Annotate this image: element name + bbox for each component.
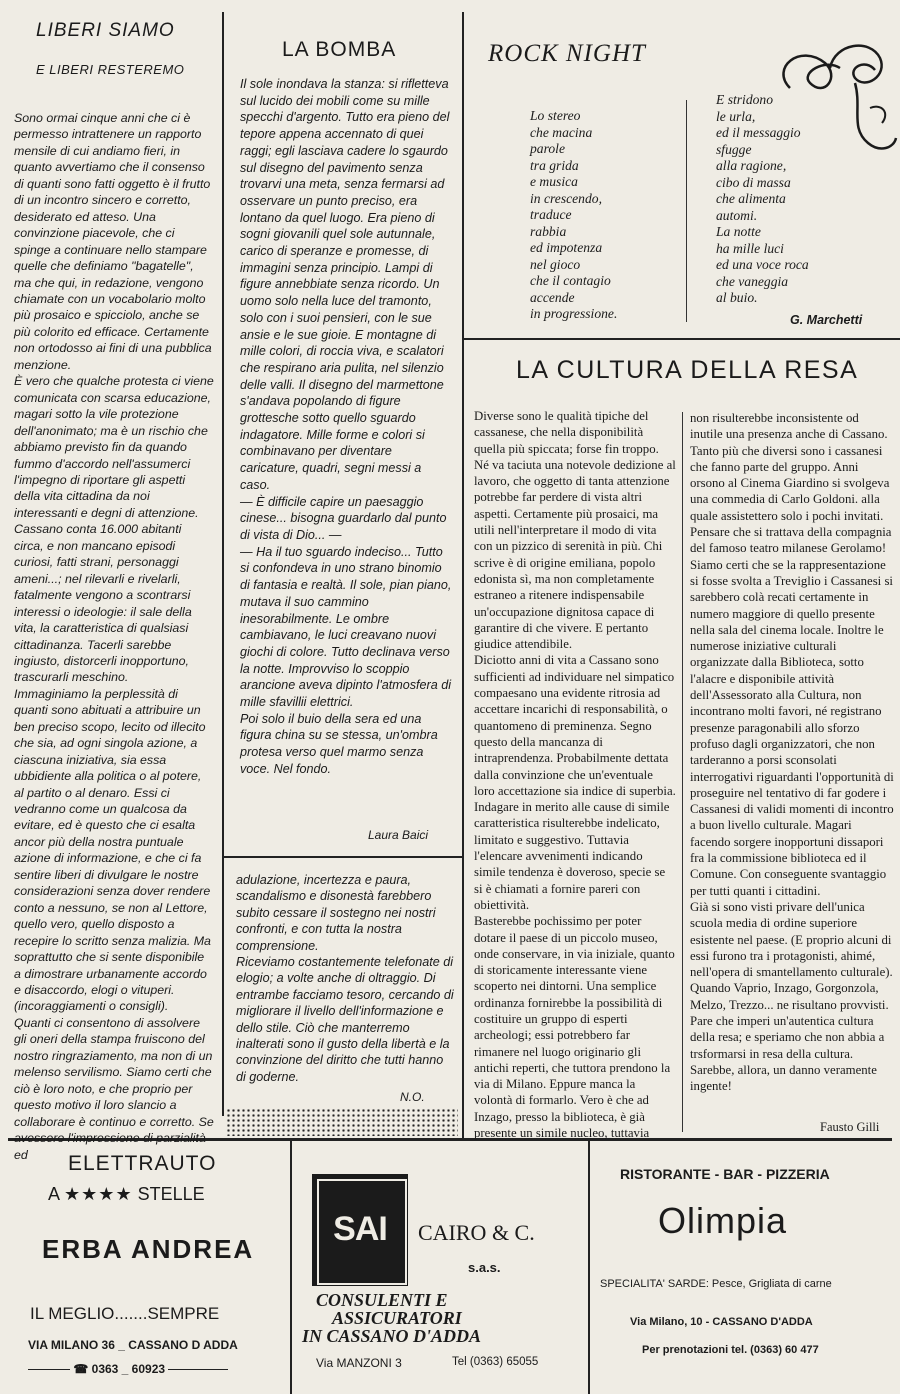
poem-line: in crescendo, xyxy=(530,190,602,206)
poem-line: che vaneggia xyxy=(716,273,789,289)
ad-sai-address: Via MANZONI 3 xyxy=(316,1356,402,1370)
divider-left xyxy=(222,12,224,1116)
ad-erba-stelle: STELLE xyxy=(137,1184,205,1204)
ad-erba-a: A xyxy=(48,1184,60,1204)
liberi-subtitle: E LIBERI RESTEREMO xyxy=(36,62,185,77)
liberi-title: LIBERI SIAMO xyxy=(36,20,175,41)
poem-line: le urla, xyxy=(716,108,756,124)
ad-olimpia-special: SPECIALITA' SARDE: Pesce, Grigliata di carne xyxy=(600,1278,832,1290)
divider-bomba-bottom xyxy=(222,856,462,858)
poem-line: alla ragione, xyxy=(716,158,787,173)
ad-olimpia-booking: Per prenotazioni tel. (0363) 60 477 xyxy=(642,1344,819,1356)
liberi-signature: N.O. xyxy=(400,1090,425,1104)
rock-title: ROCK NIGHT xyxy=(488,40,646,67)
poem-line: La notte xyxy=(716,224,761,239)
ad-erba-name: ERBA ANDREA xyxy=(42,1234,255,1264)
ad-olimpia-header: RISTORANTE - BAR - PIZZERIA xyxy=(620,1166,830,1182)
poem-line: parole xyxy=(530,141,565,156)
poem-line: Lo stereo xyxy=(530,108,581,123)
cultura-title: LA CULTURA DELLA RESA xyxy=(516,356,859,384)
poem-line: al buio. xyxy=(716,290,758,305)
cultura-signature: Fausto Gilli xyxy=(820,1120,880,1134)
decorative-dot-band xyxy=(226,1108,458,1136)
star-icon: ★★★★ xyxy=(64,1184,133,1204)
poem-line: che il contagio xyxy=(530,273,611,288)
ad-erba-address: VIA MILANO 36 _ CASSANO D ADDA xyxy=(28,1338,238,1352)
sai-logo-text: SAI xyxy=(333,1210,387,1248)
bomba-signature: Laura Baici xyxy=(368,828,429,842)
divider-center xyxy=(462,12,464,1140)
poem-line: cibo di massa xyxy=(716,174,791,190)
poem-line: automi. xyxy=(716,207,758,223)
phone-icon: ☎ xyxy=(73,1362,89,1376)
ad-erba xyxy=(8,1142,288,1394)
ad-olimpia-address: Via Milano, 10 - CASSANO D'ADDA xyxy=(630,1316,813,1328)
ad-erba-slogan-a: IL MEGLIO xyxy=(30,1304,115,1323)
ad-sai-line2: ASSICURATORI xyxy=(332,1308,462,1328)
ad-olimpia-name: Olimpia xyxy=(658,1200,788,1241)
rock-left-column xyxy=(530,108,617,323)
bomba-body: Il sole inondava la stanza: si rifletteva sul lucido dei mobili come su mille specchi d'argento. Tutto era pieno del tepore appena accennato di quei raggi; egli lasciava cadere lo sgaurdo sul disegno del pavimento senza trovarvi una meta, senza fermarsi ad osservare un punto preciso, era lontano da quel luogo. Era pieno di sogni giovanili quel sole autunnale, carico di speranze e promesse, di immagini senza principio. Lampi di figure annebbiate senza ricordo. Un uomo solo nella luce del tramonto, solo con i suoi pensieri, con le sue ansie e le sue gioie. E montagne di mille colori, di roccia viva, e scalatori che respirano aria pulita, nel silenzio delle valli. Il disegno del marmettone s'andava popolando di figure grottesche sotto quello sguardo indagatore. Mille forme e colori si combinavano per diventare caricature, quadri, segni messi a caso. — È difficile capire un paesaggio cinese... bisogna guardarlo dal punto di vista di Dio... — — Ha il tuo sguardo indeciso... Tutto si confondeva in uno strano binomio di fantasia e realtà. Il sole, pian piano, mutava il suo cammino inesorabilmente. Le ombre cambiavano, le luci creavano nuovi giochi di colore. Tutto declinava verso la notte. Improvviso lo scoppio arancione aveva dipinto l'atmosfera di mille sfavillii elettrici. Poi solo il buio della sera ed una figura china su se stessa, un'ombra protesa verso quel marmo senza voce. Nel fondo. xyxy=(240,77,452,776)
ad-erba-slogan xyxy=(30,1304,219,1324)
ad-erba-slogan-b: SEMPRE xyxy=(147,1304,220,1323)
cultura-column-divider xyxy=(682,412,683,1132)
sai-logo xyxy=(312,1174,408,1286)
poem-line: tra grida xyxy=(530,157,579,173)
ad-sai-tel: Tel (0363) 65055 xyxy=(452,1356,539,1368)
rock-column-divider xyxy=(686,100,687,322)
ad-sai-line1: CONSULENTI E xyxy=(316,1290,448,1310)
ad-sai-sas: s.a.s. xyxy=(468,1260,501,1275)
cultura-col2: non risulterebbe inconsistente od inutile una presenza anche di Cassano. Tanto più che diversi sono i cassanesi che fanno parte del gruppo. Anni orsono al Cinema Giardino si svolgeva una commedia di Carlo Goldoni. alla quale assistettero solo i pochi invitati. Pensare che si trattava della compagnia del famoso teatro milanese Gerolamo! Siamo certi che se la rappresentazione si fosse svolta a Treviglio i Cassanesi si sarebbero colà recati certamente in numero maggiore di quello presente nella sala del cinema locale. Inoltre le numerose iniziative culturali organizzate dalla Biblioteca, sotto l'alacre e disponibile attività dell'Assessorato alla Cultura, non incontrano molti favori, né registrano presenze paragonabili allo sforzo profuso dagli organizzatori, che non tarderanno a porsi sconsolati interrogativi riguardanti l'opportunità di proseguire nel tentativo di far godere i Cassanesi di validi momenti di incontro a buon livello culturale. Magari facendo sorgere inopportuni dissapori fra la commissione biblioteca ed il Comune. Con conseguente svantaggio per tutti quanti i cittadini. Già si sono visti privare dell'unica scuola media di ordine superiore esistente nel paese. (E proprio alcuni di essi furono tra i protagonisti, ahimé, nell'opera di smantellamento culturale). Quando Vaprio, Inzago, Gorgonzola, Melzo, Trezzo... ne risultano provvisti. Pare che imperi un'autentica cultura della resa; e speriamo che non abbia a trsformarsi in resa della cultura. Sarebbe, allora, un danno veramente ingente! xyxy=(690,411,894,1094)
ad-sai xyxy=(292,1142,586,1394)
poem-line: sfugge xyxy=(716,141,752,157)
liberi-continuation: adulazione, incertezza e paura, scandalismo e disonestà farebbero subito cessare il sostegno nei nostri confronti, e con tutta la nostra comprensione. Riceviamo costantemente telefonate di elogio; a volte anche di oltraggio. Di entrambe facciamo tesoro, cercando di migliorare il livello dell'informazione e dello stile. Ciò che manterremo inalterati sono il gusto della libertà e la convinzione del diritto che tutti hanno di goderne. xyxy=(236,873,454,1084)
poem-line: traduce xyxy=(530,207,572,222)
liberi-body: Sono ormai cinque anni che ci è permesso intrattenere un rapporto mensile di cui andiamo fieri, in quanto avvertiamo che il consenso di quanti sono fatti oggetto è il frutto di un incontro sincero e corretto, desiderato ed atteso. Una convinzione piacevole, che ci spinge a continuare nello stampare quelle che definiamo "bagatelle", ma che qui, in redazione, vengono chiamate con un vocabolario molto più prosaico e spicciolo, anche se più colorito ed efficace. Certamente non ortodosso ai fini di una pubblica menzione. È vero che qualche protesta ci viene comunicata con scarsa educazione, magari sotto la vile protezione dell'anonimato; ma è un rischio che abbiamo previsto fin da quando fummo d'accordo nell'assumerci l'impegno di riportare gli aspetti della vita cittadina da noi interessanti e degni di attenzione. Cassano conta 16.000 abitanti circa, e non mancano episodi curiosi, fatti strani, personaggi ameni...; nel rilevarli e rivelarli, fatalmente vengono a scontrarsi interessi o ideologie: il sale della vita, la caratteristica di qualsiasi cittadinanza. Tacerli sarebbe ingiusto, distorcerli inopportuno, trascurarli meschino. Immaginiamo la perplessità di quanti sono abituati a attribuire un ben preciso scopo, lecito od illecito che sia, ad ogni singola azione, a ciascuna iniziativa, sia essa ubbidiente alla politica o al potere, al partito o al denaro. Essi ci vedranno come un qualcosa da evitare, ed è questo che ci esalta ancor più della nostra puntuale azione di informazione, e che ci fa sentire liberi di divulgare le nostre considerazioni senza dover rendere conto a nessuno, se non al Lettore, quello vero, quello disposto a recepire lo scritto senza malizia. Ma soprattutto che si sente disponibile a dimostrare urbanamente accordo e disaccordo, elogi o vituperi. (incoraggiamenti o consigli). Quanti ci consentono di assolvere gli oneri della stampa fruiscono del nostro ringraziamento, ma non di un melenso servilismo. Siamo certi che ciò è loro noto, e che proprio per questo motivo il loro slancio a collaborare è continuo e corretto. Se avessero l'impressione di parzialità ed xyxy=(14,111,214,1162)
cultura-col1: Diverse sono le qualità tipiche del cassanese, che nella disponibilità quella più spiccata; forse fin troppo. Né va taciuta una notevole dedizione al lavoro, che oggetto di tanta attenzione potrebbe far perdere di vista altri aspetti. Certamente più prosaici, ma utili nell'interpretare il modo di vita con un pizzico di serenità in più. Chi scrive è di origine emiliana, popolo edonista sì, ma non completamente estraneo a ritenere indispensabile un'occupazione dignitosa capace di garantire di che vivere. E pertanto giudice attendibile. Diciotto anni di vita a Cassano sono sufficienti ad individuare nel simpatico compaesano una evidente ritrosia ad accettare incarichi di responsabilità, o quantomeno di preminenza. Segno questo della mancanza di intraprendenza. Probabilmente dettata dalla convinzione che un'eventuale loro accettazione sia indice di superbia. Indagare in merito alle cause di simile caratteristica risulterebbe indelicato, limitato e suggestivo. Tuttavia l'elencare avvenimenti indicando simile tendenza è doveroso, specie se si è chiamati a fornire pareri con obiettività. Basterebbe pochissimo per poter dotare il paese di un piccolo museo, onde conservare, in via iniziale, quanto di storicamente interessante viene scoperto nei dintorni. Una semplice ordinanza fornirebbe la possibilità di costituire un gruppo di esperti archeologi; essi potrebbero far rimanere nel luogo originario gli antichi reperti, che tuttora prendono la via di Milano. Eppure manca la volontà di formarlo. Vero è che ad Inzago, presso la biblioteca, è già presente un simile nucleo, tuttavia xyxy=(474,409,676,1141)
divider-rock-bottom xyxy=(462,338,900,340)
poem-line: ha mille luci xyxy=(716,240,784,256)
rock-right-column xyxy=(716,92,809,307)
ad-olimpia xyxy=(590,1142,900,1394)
ad-erba-stars-row xyxy=(48,1184,205,1205)
ad-sai-company: CAIRO & C. xyxy=(418,1220,535,1245)
poem-line: ed una voce roca xyxy=(716,257,809,272)
ad-erba-slogan-dots: ....... xyxy=(114,1304,148,1323)
poem-line: che alimenta xyxy=(716,191,786,206)
poem-line: ed il messaggio xyxy=(716,125,801,140)
poem-line: E stridono xyxy=(716,92,774,107)
poem-line: in progressione. xyxy=(530,306,618,321)
ad-erba-line1: ELETTRAUTO xyxy=(68,1152,217,1175)
ad-erba-phone: 0363 _ 60923 xyxy=(91,1362,166,1376)
poem-line: che macina xyxy=(530,124,593,140)
ad-erba-phone-row xyxy=(28,1362,228,1376)
poem-line: e musica xyxy=(530,174,578,189)
bomba-title: LA BOMBA xyxy=(282,38,397,61)
ad-sai-line3: IN CASSANO D'ADDA xyxy=(302,1326,482,1346)
poem-line: rabbia xyxy=(530,223,567,239)
poem-line: ed impotenza xyxy=(530,240,603,255)
poem-line: nel gioco xyxy=(530,256,581,272)
poem-line: accende xyxy=(530,289,575,305)
rock-signature: G. Marchetti xyxy=(790,313,863,327)
